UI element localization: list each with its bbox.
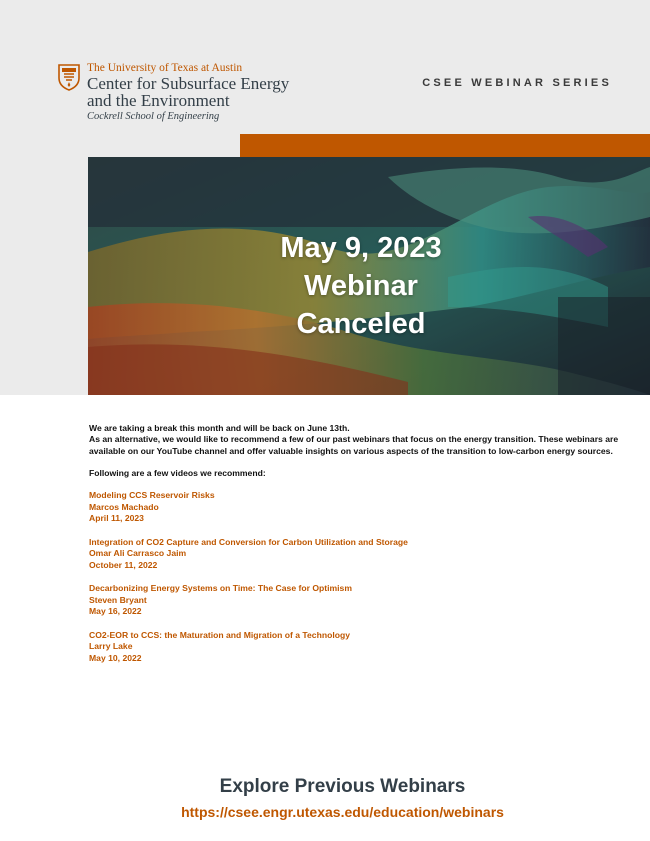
announcement-body <box>89 423 645 676</box>
video-item[interactable] <box>89 490 645 525</box>
accent-bar <box>240 134 650 157</box>
video-title-link[interactable]: Integration of CO2 Capture and Conversion for Carbon Utilization and Storage <box>89 536 408 547</box>
video-date: May 16, 2022 <box>89 606 142 617</box>
explore-heading: Explore Previous Webinars <box>219 776 466 797</box>
video-title-link[interactable]: Decarbonizing Energy Systems on Time: The Case for Optimism <box>89 583 352 594</box>
school-name: Cockrell School of Engineering <box>87 111 220 122</box>
csee-logo[interactable] <box>58 62 289 124</box>
video-item[interactable] <box>89 537 645 572</box>
center-name-line2: and the Environment <box>87 91 230 110</box>
header-banner <box>0 0 650 395</box>
video-title-link[interactable]: Modeling CCS Reservoir Risks <box>89 490 215 501</box>
hero-title <box>88 229 634 343</box>
video-speaker: Steven Bryant <box>89 594 147 605</box>
video-item[interactable] <box>89 583 645 618</box>
webinar-series-label: CSEE WEBINAR SERIES <box>422 77 612 89</box>
hero-canceled: Canceled <box>296 308 426 340</box>
video-date: October 11, 2022 <box>89 559 158 570</box>
video-speaker: Omar Ali Carrasco Jaim <box>89 548 187 559</box>
video-date: April 11, 2023 <box>89 513 144 524</box>
hero-date: May 9, 2023 <box>280 232 442 264</box>
intro-break: We are taking a break this month and will be back on June 13th. <box>89 423 350 433</box>
recommend-heading: Following are a few videos we recommend: <box>89 467 266 478</box>
video-item[interactable] <box>89 630 645 665</box>
webinars-link[interactable]: https://csee.engr.utexas.edu/education/webinars <box>181 804 504 820</box>
university-name: The University of Texas at Austin <box>87 62 243 74</box>
video-date: May 10, 2022 <box>89 652 142 663</box>
video-speaker: Marcos Machado <box>89 501 159 512</box>
intro-alternative: As an alternative, we would like to recommend a few of our past webinars that focus on the energy transition. These webinars are available on our YouTube channel and offer valuable insights on various aspects of the transition to low-carbon energy sources. <box>89 434 619 456</box>
hero-image <box>88 157 650 395</box>
center-name-line1: Center for Subsurface Energy <box>87 74 290 93</box>
video-title-link[interactable]: CO2-EOR to CCS: the Maturation and Migration of a Technology <box>89 629 350 640</box>
video-speaker: Larry Lake <box>89 641 133 652</box>
ut-shield-icon <box>58 63 80 91</box>
hero-webinar: Webinar <box>304 270 418 302</box>
